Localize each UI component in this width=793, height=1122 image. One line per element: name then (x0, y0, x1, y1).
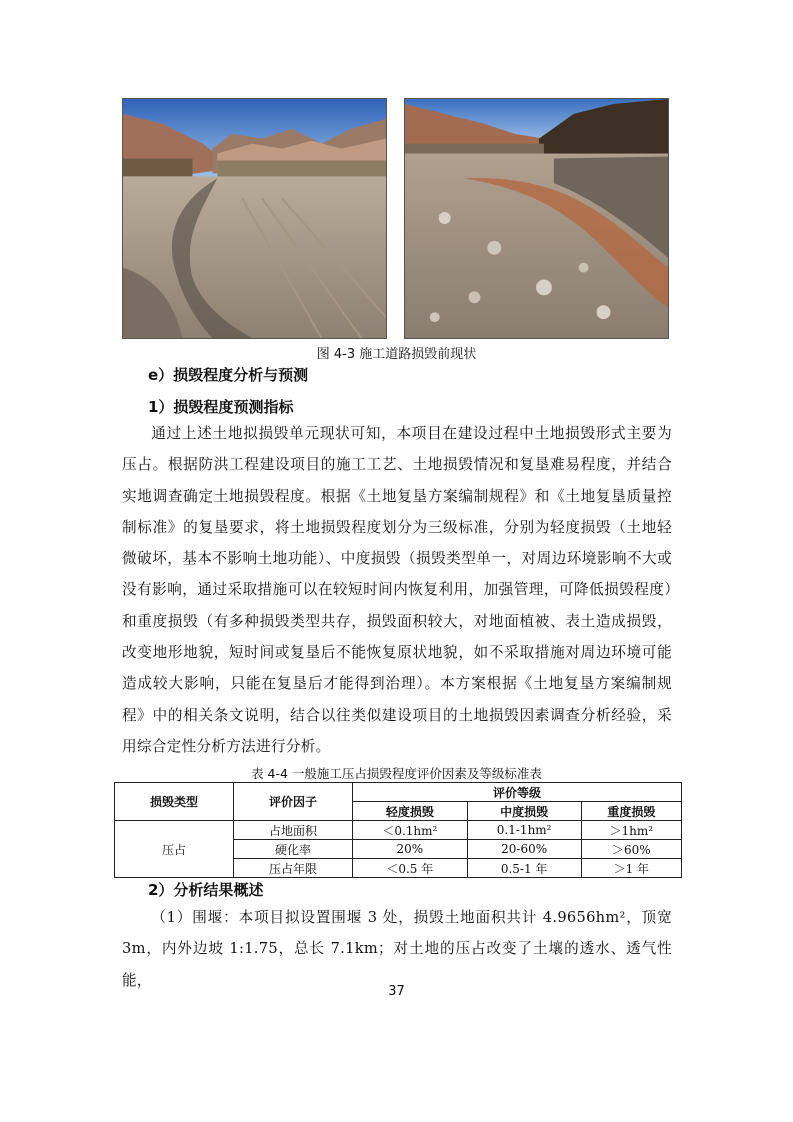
figure-caption: 图 4-3 施工道路损毁前现状 (316, 347, 477, 362)
grade-table (114, 782, 682, 878)
cell-factor: 硬化率 (234, 840, 353, 859)
header-grade-heavy: 重度损毁 (581, 802, 681, 821)
section-heading-e: e）损毁程度分析与预测 (148, 366, 309, 384)
page-number: 37 (388, 984, 405, 999)
cell-heavy: ＞1hm² (581, 821, 681, 840)
header-evaluation-factor: 评价因子 (234, 783, 353, 821)
paragraph-cofferdam: （1）围堰：本项目拟设置围堰 3 处，损毁土地面积共计 4.9656hm²，顶宽 3m，内外边坡 1:1.75，总长 7.1km；对土地的压占改变了土壤的透水、透气性能， (122, 909, 672, 989)
photo-construction-road-left (122, 98, 387, 339)
section-heading-2: 2）分析结果概述 (148, 881, 264, 899)
table-title: 表 4-4 一般施工压占损毁程度评价因素及等级标准表 (251, 766, 542, 781)
header-damage-type: 损毁类型 (115, 783, 234, 821)
cell-light: ＜0.5 年 (353, 859, 468, 878)
photo-construction-road-right (404, 98, 669, 339)
header-grade-medium: 中度损毁 (467, 802, 581, 821)
cell-medium: 0.1-1hm² (467, 821, 581, 840)
cell-light: 20% (353, 840, 468, 859)
cell-medium: 20-60% (467, 840, 581, 859)
cell-light: ＜0.1hm² (353, 821, 468, 840)
cell-heavy: ＞1 年 (581, 859, 681, 878)
table-row (115, 821, 682, 840)
paragraph-main: 通过上述土地拟损毁单元现状可知，本项目在建设过程中土地损毁形式主要为压占。根据防洪工程建设项目的施工工艺、土地损毁情况和复垦难易程度，并结合实地调查确定土地损毁程度。根据《土地复垦方案编制规程》和《土地复垦质量控制标准》的复垦要求，将土地损毁程度划分为三级标准，分别为轻度损毁（土地轻微破坏，基本不影响土地功能）、中度损毁（损毁类型单一，对周边环境影响不大或没有影响，通过采取措施可以在较短时间内恢复利用，加强管理，可降低损毁程度）和重度损毁（有多种损毁类型共存，损毁面积较大，对地面植被、表土造成损毁，改变地形地貌，短时间或复垦后不能恢复原状地貌，如不采取措施对周边环境可能造成较大影响，只能在复垦后才能得到治理）。本方案根据《土地复垦方案编制规程》中的相关条文说明，结合以往类似建设项目的土地损毁因素调查分析经验，采用综合定性分析方法进行分析。 (122, 425, 672, 755)
cell-factor: 占地面积 (234, 821, 353, 840)
cell-heavy: ＞60% (581, 840, 681, 859)
header-evaluation-grade: 评价等级 (353, 783, 682, 802)
cell-factor: 压占年限 (234, 859, 353, 878)
section-heading-1: 1）损毁程度预测指标 (148, 398, 294, 416)
cell-medium: 0.5-1 年 (467, 859, 581, 878)
header-grade-light: 轻度损毁 (353, 802, 468, 821)
cell-damage-type: 压占 (115, 821, 234, 878)
